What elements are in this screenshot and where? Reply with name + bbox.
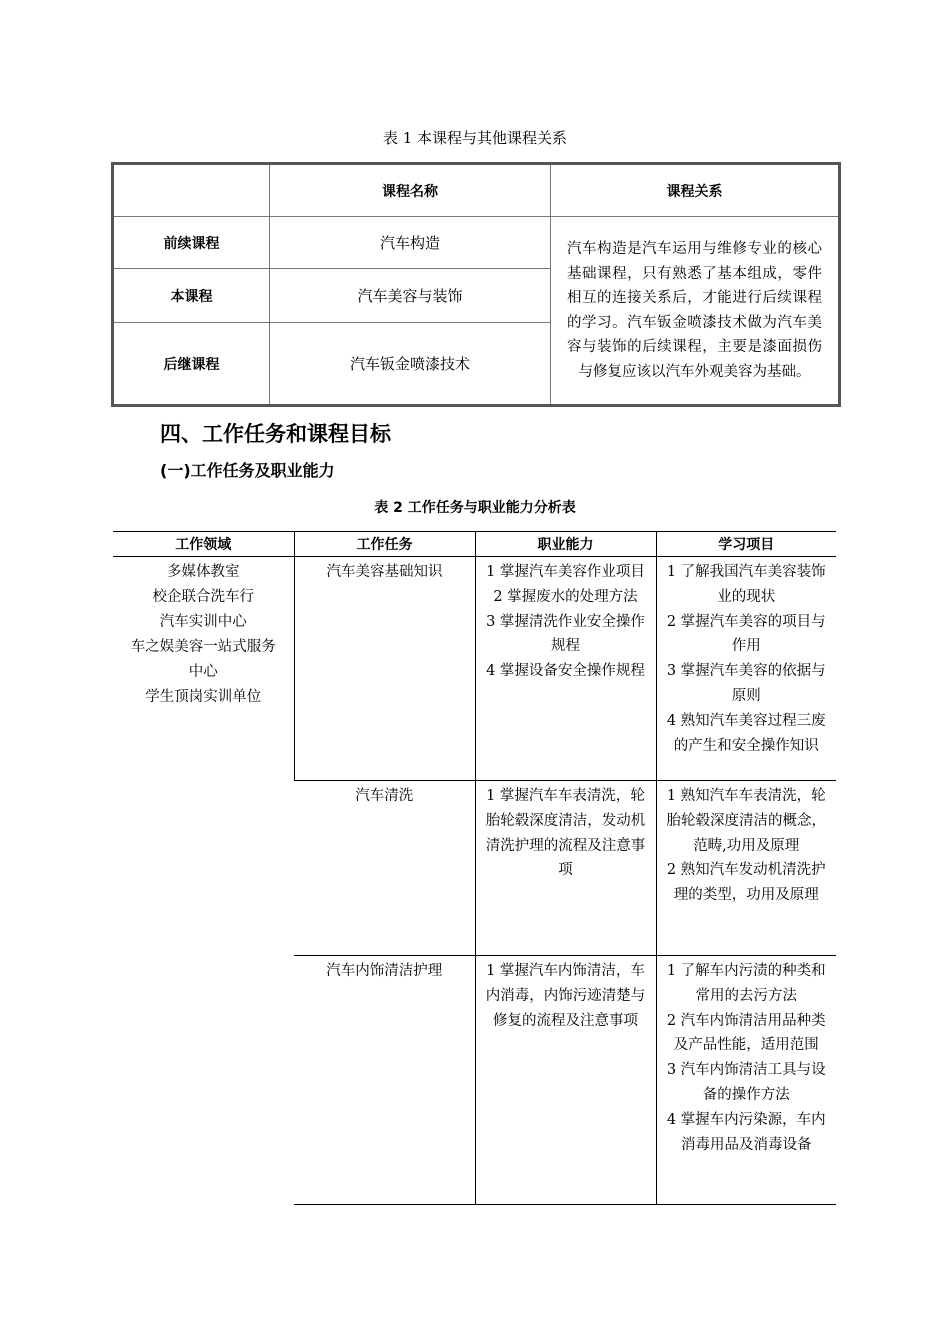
ability-item: 1 掌握汽车美容作业项目: [486, 564, 645, 580]
project-item: 1 了解我国汽车美容装饰业的现状: [666, 564, 826, 605]
domain-line: 汽车实训中心: [159, 614, 247, 630]
table1-header-empty: [113, 164, 270, 217]
project-cell: [656, 557, 836, 781]
domain-line: 校企联合洗车行: [152, 589, 254, 605]
project-cell: [656, 956, 836, 1205]
ability-cell: [475, 557, 656, 781]
task-cell: 汽车内饰清洁护理: [294, 956, 475, 1205]
table1-header-course-name: 课程名称: [270, 164, 551, 217]
table2-header-project: 学习项目: [656, 532, 836, 557]
project-item: 2 掌握汽车美容的项目与作用: [666, 613, 826, 655]
table1-relation-text: 汽车构造是汽车运用与维修专业的核心基础课程，只有熟悉了基本组成，零件相互的连接关系后，才能进行后续课程的学习。汽车钣金喷漆技术做为汽车美容与装饰的后续课程，主要是漆面损伤与修复应该以汽车外观美容为基础。: [551, 217, 840, 406]
project-item: 2 熟知汽车发动机清洗护理的类型，功用及原理: [666, 862, 826, 904]
table1-header-relation: 课程关系: [551, 164, 840, 217]
course-relation-table: [111, 162, 841, 407]
table2-caption: 表 2 工作任务与职业能力分析表: [374, 500, 576, 516]
project-item: 3 汽车内饰清洁工具与设备的操作方法: [666, 1062, 826, 1103]
ability-item: 1 掌握汽车内饰清洁，车内消毒，内饰污迹清楚与修复的流程及注意事项: [485, 963, 646, 1029]
project-cell: [656, 781, 836, 956]
ability-item: 1 掌握汽车车表清洗，轮胎轮毂深度清洁，发动机清洗护理的流程及注意事项: [485, 788, 646, 879]
task-cell: 汽车美容基础知识: [294, 557, 475, 781]
ability-item: 4 掌握设备安全操作规程: [486, 663, 645, 680]
task-ability-table: [113, 531, 836, 1205]
domain-line: 车之娱美容一站式服务中心: [130, 639, 276, 680]
ability-item: 3 掌握清洗作业安全操作规程: [486, 613, 645, 655]
table1-row-course: 汽车钣金喷漆技术: [270, 323, 551, 406]
table2-header-ability: 职业能力: [475, 532, 656, 557]
project-item: 3 掌握汽车美容的依据与原则: [666, 663, 826, 704]
table1-row-label: 后继课程: [113, 323, 270, 406]
project-item: 1 熟知汽车车表清洗，轮胎轮毂深度清洁的概念，范畴,功用及原理: [666, 788, 826, 854]
domain-line: 多媒体教室: [167, 564, 240, 580]
ability-item: 2 掌握废水的处理方法: [493, 588, 638, 605]
subsection-title: (一)工作任务及职业能力: [160, 461, 335, 480]
table2-header-domain: 工作领域: [113, 532, 294, 557]
section-title: 四、工作任务和课程目标: [160, 422, 391, 446]
ability-cell: [475, 781, 656, 956]
table1-caption: 表 1 本课程与其他课程关系: [382, 129, 568, 147]
table1-row-course: 汽车构造: [270, 217, 551, 269]
project-item: 1 了解车内污渍的种类和常用的去污方法: [666, 963, 826, 1004]
table1-row-label: 本课程: [113, 269, 270, 323]
project-item: 4 熟知汽车美容过程三废的产生和安全操作知识: [666, 712, 826, 754]
ability-cell: [475, 956, 656, 1205]
domain-line: 学生顶岗实训单位: [145, 689, 262, 705]
work-domain-cell: [113, 557, 294, 1205]
table2-header-task: 工作任务: [294, 532, 475, 557]
task-cell: 汽车清洗: [294, 781, 475, 956]
project-item: 2 汽车内饰清洁用品种类及产品性能，适用范围: [666, 1012, 826, 1054]
project-item: 4 掌握车内污染源，车内消毒用品及消毒设备: [666, 1111, 826, 1153]
table1-row-course: 汽车美容与装饰: [270, 269, 551, 323]
table1-row-label: 前续课程: [113, 217, 270, 269]
